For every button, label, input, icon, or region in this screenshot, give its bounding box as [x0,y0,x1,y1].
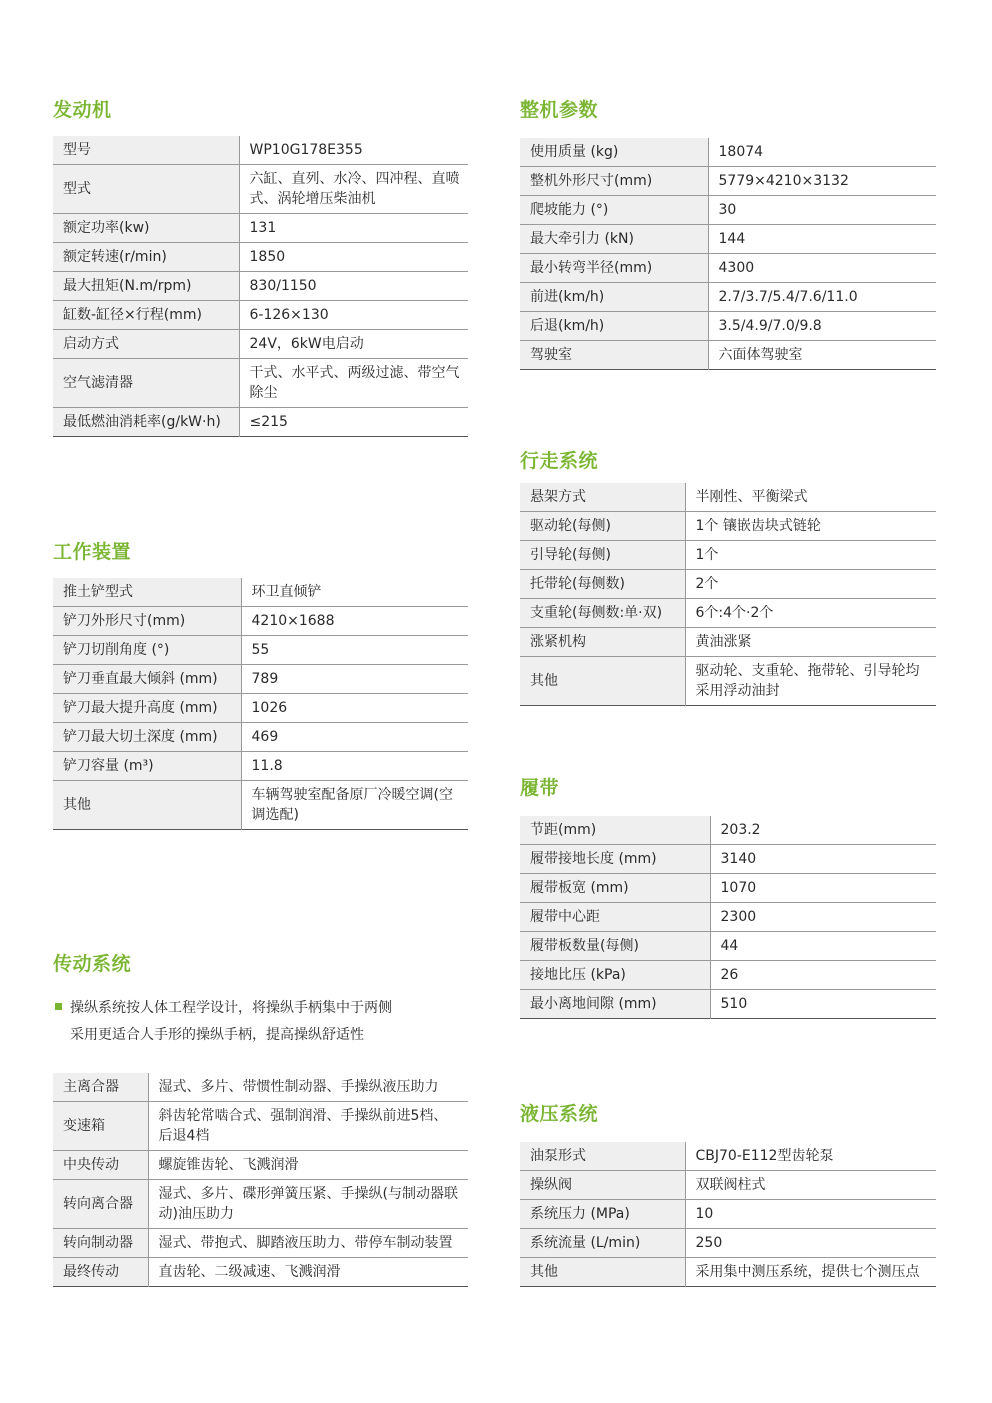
spec-value: 驱动轮、支重轮、拖带轮、引导轮均采用浮动油封 [685,657,936,706]
section-title: 传动系统 [53,953,132,975]
spec-label: 前进(km/h) [520,283,708,312]
travel-table [520,483,936,706]
spec-row [53,301,468,330]
spec-value: CBJ70-E112型齿轮泵 [685,1142,936,1171]
spec-row [520,1200,936,1229]
spec-value: 18074 [708,138,936,167]
spec-label: 最大扭矩(N.m/rpm) [53,272,239,301]
spec-label: 铲刀切削角度 (°) [53,636,241,665]
spec-label: 节距(mm) [520,816,710,845]
spec-value: 510 [710,990,936,1019]
spec-value: 1070 [710,874,936,903]
spec-label: 额定转速(r/min) [53,243,239,272]
spec-row [520,138,936,167]
spec-value: 1026 [241,694,468,723]
spec-row [520,932,936,961]
spec-row [520,845,936,874]
spec-label: 接地比压 (kPa) [520,961,710,990]
work-table [53,578,468,830]
spec-value: 131 [239,214,468,243]
machine-section [520,98,936,370]
spec-value: 湿式、带抱式、脚踏液压助力、带停车制动装置 [148,1229,468,1258]
spec-label: 系统压力 (MPa) [520,1200,685,1229]
spec-value: 2300 [710,903,936,932]
spec-value: 203.2 [710,816,936,845]
spec-value: 黄油涨紧 [685,628,936,657]
spec-label: 型号 [53,136,239,165]
spec-row [53,243,468,272]
spec-label: 后退(km/h) [520,312,708,341]
spec-label: 最小转弯半径(mm) [520,254,708,283]
spec-value: 1个 [685,541,936,570]
spec-row [520,874,936,903]
drive-section [53,952,468,976]
spec-value: 1个 镶嵌齿块式链轮 [685,512,936,541]
spec-row [520,167,936,196]
spec-value: 11.8 [241,752,468,781]
spec-label: 铲刀容量 (m³) [53,752,241,781]
spec-value: 24V，6kW电启动 [239,330,468,359]
spec-value: 车辆驾驶室配备原厂冷暖空调(空调选配) [241,781,468,830]
section-title: 履带 [520,777,560,799]
spec-label: 驱动轮(每侧) [520,512,685,541]
spec-label: 支重轮(每侧数:单·双) [520,599,685,628]
section-title: 行走系统 [520,450,599,472]
spec-label: 最小离地间隙 (mm) [520,990,710,1019]
spec-label: 主离合器 [53,1073,148,1102]
spec-label: 爬坡能力 (°) [520,196,708,225]
spec-row [520,312,936,341]
spec-row [53,694,468,723]
spec-label: 其他 [520,1258,685,1287]
spec-row [520,570,936,599]
spec-value: 1850 [239,243,468,272]
spec-label: 其他 [53,781,241,830]
spec-row [53,781,468,830]
spec-label: 最低燃油消耗率(g/kW·h) [53,408,239,437]
spec-label: 引导轮(每侧) [520,541,685,570]
spec-row [53,1229,468,1258]
spec-row [53,136,468,165]
section-title: 整机参数 [520,99,599,121]
spec-value: WP10G178E355 [239,136,468,165]
spec-label: 最大牵引力 (kN) [520,225,708,254]
spec-value: 半刚性、平衡梁式 [685,483,936,512]
spec-value: 3140 [710,845,936,874]
spec-label: 使用质量 (kg) [520,138,708,167]
spec-label: 空气滤清器 [53,359,239,408]
spec-label: 转向离合器 [53,1180,148,1229]
spec-label: 铲刀最大切土深度 (mm) [53,723,241,752]
spec-label: 变速箱 [53,1102,148,1151]
spec-row [53,665,468,694]
spec-value: 44 [710,932,936,961]
spec-label: 额定功率(kw) [53,214,239,243]
spec-label: 履带接地长度 (mm) [520,845,710,874]
spec-label: 驾驶室 [520,341,708,370]
spec-row [53,165,468,214]
spec-value: 2个 [685,570,936,599]
spec-value: 55 [241,636,468,665]
spec-value: 469 [241,723,468,752]
hydraulic-section [520,1102,936,1287]
track-section [520,776,936,1019]
spec-row [53,359,468,408]
work-section [53,540,468,830]
spec-row [520,512,936,541]
spec-row [520,283,936,312]
spec-value: 六缸、直列、水冷、四冲程、直喷式、涡轮增压柴油机 [239,165,468,214]
section-title: 发动机 [53,99,112,121]
spec-value: 830/1150 [239,272,468,301]
spec-row [520,599,936,628]
spec-label: 履带板宽 (mm) [520,874,710,903]
spec-label: 油泵形式 [520,1142,685,1171]
spec-row [53,578,468,607]
spec-row [53,636,468,665]
spec-value: 144 [708,225,936,254]
spec-label: 中央传动 [53,1151,148,1180]
spec-label: 涨紧机构 [520,628,685,657]
spec-value: 斜齿轮常啮合式、强制润滑、手操纵前进5档、后退4档 [148,1102,468,1151]
engine-section [53,98,468,437]
spec-value: 采用集中测压系统，提供七个测压点 [685,1258,936,1287]
spec-row [520,225,936,254]
spec-value: 4210×1688 [241,607,468,636]
spec-label: 最终传动 [53,1258,148,1287]
spec-row [53,408,468,437]
spec-value: 双联阀柱式 [685,1171,936,1200]
spec-value: 湿式、多片、带惯性制动器、手操纵液压助力 [148,1073,468,1102]
spec-row [53,214,468,243]
spec-value: 5779×4210×3132 [708,167,936,196]
spec-value: 30 [708,196,936,225]
spec-value: 6个:4个·2个 [685,599,936,628]
spec-row [520,816,936,845]
spec-row [53,330,468,359]
track-table [520,816,936,1019]
drive-note-line2: 采用更适合人手形的操纵手柄，提高操纵舒适性 [70,1027,364,1043]
spec-value: 干式、水平式、两级过滤、带空气除尘 [239,359,468,408]
spec-row [53,607,468,636]
spec-row [520,196,936,225]
spec-label: 转向制动器 [53,1229,148,1258]
spec-label: 操纵阀 [520,1171,685,1200]
spec-row [53,1073,468,1102]
spec-label: 托带轮(每侧数) [520,570,685,599]
spec-value: 六面体驾驶室 [708,341,936,370]
spec-row [53,1151,468,1180]
spec-row [53,1258,468,1287]
spec-label: 铲刀外形尺寸(mm) [53,607,241,636]
spec-value: 2.7/3.7/5.4/7.6/11.0 [708,283,936,312]
spec-value: 螺旋锥齿轮、飞溅润滑 [148,1151,468,1180]
spec-value: 直齿轮、二级减速、飞溅润滑 [148,1258,468,1287]
spec-label: 系统流量 (L/min) [520,1229,685,1258]
spec-value: 10 [685,1200,936,1229]
spec-label: 铲刀最大提升高度 (mm) [53,694,241,723]
section-title: 液压系统 [520,1103,599,1125]
spec-row [53,1102,468,1151]
spec-row [520,903,936,932]
section-title: 工作装置 [53,541,132,563]
spec-label: 缸数-缸径×行程(mm) [53,301,239,330]
travel-section [520,449,936,706]
spec-label: 铲刀垂直最大倾斜 (mm) [53,665,241,694]
spec-value: 环卫直倾铲 [241,578,468,607]
spec-label: 履带中心距 [520,903,710,932]
spec-label: 推土铲型式 [53,578,241,607]
spec-value: 4300 [708,254,936,283]
spec-value: 3.5/4.9/7.0/9.8 [708,312,936,341]
drive-note-line1: 操纵系统按人体工程学设计，将操纵手柄集中于两侧 [70,1000,392,1016]
spec-row [520,1142,936,1171]
spec-row [520,628,936,657]
spec-row [53,752,468,781]
spec-row [520,1229,936,1258]
spec-label: 整机外形尺寸(mm) [520,167,708,196]
spec-row [53,272,468,301]
spec-row [53,723,468,752]
spec-label: 型式 [53,165,239,214]
machine-table [520,138,936,370]
spec-row [520,990,936,1019]
spec-row [520,541,936,570]
engine-table [53,136,468,437]
drive-table [53,1073,468,1287]
spec-value: 250 [685,1229,936,1258]
drive-note [55,995,475,1049]
hydraulic-table [520,1142,936,1287]
spec-value: ≤215 [239,408,468,437]
spec-row [520,961,936,990]
spec-row [53,1180,468,1229]
spec-row [520,1171,936,1200]
spec-value: 6-126×130 [239,301,468,330]
spec-label: 其他 [520,657,685,706]
drive-table-wrap [53,1073,468,1287]
spec-row [520,341,936,370]
spec-value: 26 [710,961,936,990]
spec-value: 湿式、多片、碟形弹簧压紧、手操纵(与制动器联动)油压助力 [148,1180,468,1229]
spec-label: 履带板数量(每侧) [520,932,710,961]
spec-value: 789 [241,665,468,694]
spec-row [520,483,936,512]
spec-label: 启动方式 [53,330,239,359]
spec-row [520,1258,936,1287]
spec-row [520,254,936,283]
spec-row [520,657,936,706]
bullet-square-icon [55,1003,62,1010]
spec-label: 悬架方式 [520,483,685,512]
